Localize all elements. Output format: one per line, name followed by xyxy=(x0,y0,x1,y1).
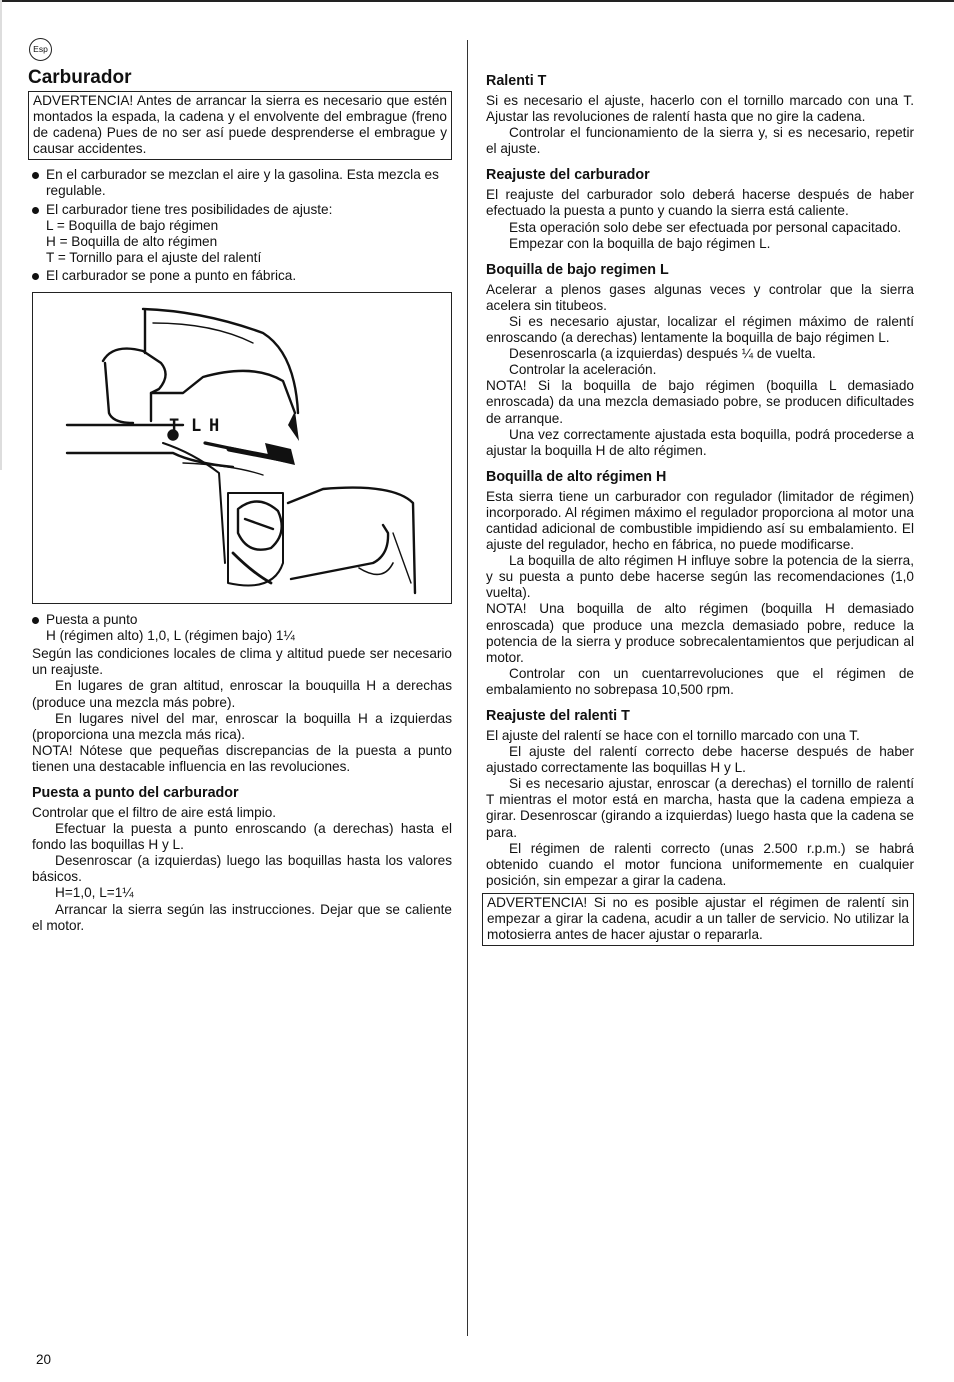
section-title: Carburador xyxy=(28,67,132,88)
paragraph: Esta sierra tiene un carburador con regulador (limitador de régimen) incorporado. Al régimen máximo el regulador proporciona al motor una cantidad adicional de combustible impidiendo así su embalamiento. El ajuste del regulador, hecho en fábrica, no puede modificarse. xyxy=(486,488,914,553)
paragraph: Acelerar a plenos gases algunas veces y controlar que la sierra acelera sin titubeos. xyxy=(486,281,914,313)
paragraph: En lugares de gran altitud, enroscar la bouquilla H a derechas (produce una mezcla más pobre). xyxy=(32,678,452,710)
warning-box: ADVERTENCIA! Antes de arrancar la sierra es necesario que estén montados la espada, la cadena y el envolvente del embrague (freno de cadena) Pues de no ser así puede desprenderse el embrague y causar accidentes. xyxy=(28,91,452,160)
note-paragraph: NOTA! Nótese que pequeñas discrepancias de la puesta a punto tienen una destacable influencia en las revoluciones. xyxy=(32,742,452,774)
adjust-t: T = Tornillo para el ajuste del ralentí xyxy=(46,249,262,265)
left-column xyxy=(28,38,452,934)
paragraph: Si es necesario el ajuste, hacerlo con el tornillo marcado con una T. Ajustar las revoluciones de ralentí hasta que no gire la cadena. xyxy=(486,93,914,125)
setup-values: H (régimen alto) 1,0, L (régimen bajo) 1¼ xyxy=(46,628,295,644)
top-rule xyxy=(0,0,954,2)
paragraph: El régimen de ralenti correcto (unas 2.500 r.p.m.) se habrá obtenido cuando el motor funciona uniformemente en cualquier posición, sin empezar a girar la cadena. xyxy=(486,840,914,888)
language-badge: Esp xyxy=(29,38,52,61)
list-item: Puesta a punto H (régimen alto) 1,0, L (régimen bajo) 1¼ xyxy=(32,612,452,644)
paragraph: Si es necesario ajustar, localizar el régimen máximo de ralentí enroscando (a derechas) lentamente la boquilla de bajo régimen L. xyxy=(486,313,914,346)
paragraph: Una vez correctamente ajustada esta boquilla, podrá procederse a ajustar la boquilla H de alto régimen. xyxy=(486,426,914,458)
paragraph: Controlar que el filtro de aire está limpio. xyxy=(32,804,277,820)
subheading-reajuste-ralenti: Reajuste del ralenti T xyxy=(486,708,630,724)
paragraph: Arrancar la sierra según las instrucciones. Dejar que se caliente el motor. xyxy=(32,901,452,933)
page-number: 20 xyxy=(36,1352,52,1367)
bullet-list xyxy=(32,167,452,284)
note-paragraph: NOTA! Si la boquilla de bajo régimen (boquilla L demasiado enroscada) da una mezcla demasiado pobre, se producen dificultades de arranque. xyxy=(486,378,914,426)
paragraph: Desenroscarla (a izquierdas) después ¼ de vuelta. xyxy=(509,346,816,362)
list-item: El carburador tiene tres posibilidades de ajuste: L = Boquilla de bajo régimen H = Boquilla de alto régimen T = Tornillo para el ajuste del ralentí xyxy=(32,202,452,266)
right-column xyxy=(486,73,914,953)
paragraph: El ajuste del ralentí correcto debe hacerse después de haber ajustado correctamente las boquillas H y L. xyxy=(486,744,914,776)
paragraph: Efectuar la puesta a punto enroscando (a derechas) hasta el fondo las boquillas H y L. xyxy=(32,821,452,853)
paragraph: Desenroscar (a izquierdas) luego las boquillas hasta los valores básicos. xyxy=(32,853,452,885)
list-item: En el carburador se mezclan el aire y la gasolina. Esta mezcla es regulable. xyxy=(32,167,452,199)
setup-list xyxy=(32,612,452,644)
paragraph: La boquilla de alto régimen H influye sobre la potencia de la sierra, y su puesta a punto debe hacerse según las recomendaciones (1,0 vuelta). xyxy=(486,553,914,601)
paragraph: Si es necesario ajustar, enroscar (a derechas) el tornillo de ralentí T mientras el motor está en marcha, hasta que la cadena empieza a girar. Desenroscar (girando a izquierdas) luego hasta que la cadena se para. xyxy=(486,776,914,840)
chainsaw-drawing xyxy=(33,293,451,603)
adjust-h: H = Boquilla de alto régimen xyxy=(46,233,218,249)
paragraph: El reajuste del carburador solo deberá hacerse después de haber efectuado la puesta a punto y cuando la sierra está caliente. xyxy=(486,187,914,219)
figure-label-l: L xyxy=(191,416,202,437)
paragraph: Controlar la aceleración. xyxy=(509,362,657,378)
warning-box: ADVERTENCIA! Si no es posible ajustar el régimen de ralentí sin empezar a girar la cadena, acudir a un taller de servicio. No utilizar la motosierra antes de hacer ajustar o repararla. xyxy=(482,893,914,946)
subheading-bajo-regimen: Boquilla de bajo regimen L xyxy=(486,261,669,278)
paragraph: En lugares nivel del mar, enroscar la boquilla H a izquierdas (proporciona una mezcla más rica). xyxy=(32,710,452,742)
adjust-l: L = Boquilla de bajo régimen xyxy=(46,217,219,233)
paragraph: Según las condiciones locales de clima y altitud puede ser necesario un reajuste. xyxy=(32,646,452,678)
paragraph: Empezar con la boquilla de bajo régimen L. xyxy=(509,235,771,251)
subheading-puesta: Puesta a punto del carburador xyxy=(32,784,239,801)
paragraph: Controlar el funcionamiento de la sierra y, si es necesario, repetir el ajuste. xyxy=(486,125,914,157)
figure-label-t: T xyxy=(169,416,180,437)
page-edge xyxy=(0,0,2,470)
subheading-ralenti: Ralenti T xyxy=(486,73,547,89)
subheading-alto-regimen: Boquilla de alto régimen H xyxy=(486,468,667,485)
carburetor-illustration xyxy=(32,292,452,604)
paragraph: Controlar con un cuentarrevoluciones que el régimen de embalamiento no sobrepasa 10,500 rpm. xyxy=(486,665,914,697)
note-paragraph: NOTA! Una boquilla de alto régimen (boquilla H demasiado enroscada) que produce una mezcla demasiado pobre, reduce la potencia de la sierra y produce sobrecalentamientos que perjudican al motor. xyxy=(486,601,914,665)
paragraph: El ajuste del ralentí se hace con el tornillo marcado con una T. xyxy=(486,728,860,743)
figure-label-h: H xyxy=(209,416,220,437)
list-item: El carburador se pone a punto en fábrica. xyxy=(32,268,452,284)
column-divider xyxy=(467,40,468,1336)
paragraph: Esta operación solo debe ser efectuada por personal capacitado. xyxy=(509,219,902,235)
subheading-reajuste: Reajuste del carburador xyxy=(486,167,650,184)
basic-values: H=1,0, L=1¼ xyxy=(55,885,134,901)
